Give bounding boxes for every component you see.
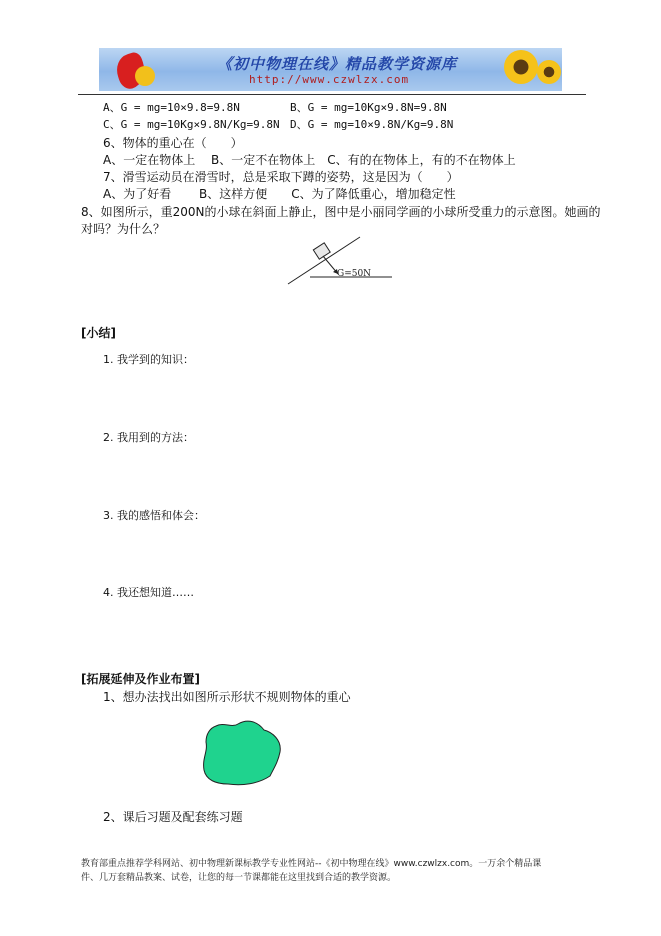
ball-block	[313, 243, 330, 259]
incline-figure	[280, 232, 405, 292]
q5-option-c: C、G = mg=10Kg×9.8N/Kg=9.8N	[103, 118, 280, 131]
sunflower-icon	[537, 60, 561, 84]
sunflower-icon	[504, 50, 538, 84]
summary-heading: [小结]	[81, 326, 116, 340]
q8-stem-line1: 8、如图所示，重200N的小球在斜面上静止，图中是小丽同学画的小球所受重力的示意图。她画的	[81, 205, 601, 219]
extension-heading: [拓展延伸及作业布置]	[81, 672, 200, 686]
footer-line-2: 件、几万套精品教案、试卷，让您的每一节课都能在这里找到合适的教学资源。	[81, 873, 397, 883]
q8-stem-line2: 对吗？为什么？	[81, 222, 166, 236]
irregular-shape-figure	[198, 718, 288, 788]
q6-stem: 6、物体的重心在（ ）	[103, 136, 243, 150]
footer-line-1: 教育部重点推荐学科网站、初中物理新课标教学专业性网站--《初中物理在线》www.czwlzx.com。一万余个精品课	[81, 859, 542, 869]
banner-url[interactable]: http://www.czwlzx.com	[249, 73, 410, 86]
gravity-label: G=50N	[337, 269, 372, 279]
header-rule	[78, 94, 586, 95]
summary-item-methods: 2. 我用到的方法：	[103, 431, 194, 444]
header-banner	[99, 48, 562, 91]
banner-title: 《初中物理在线》精品教学资源库	[217, 55, 458, 73]
q7-stem: 7、滑雪运动员在滑雪时，总是采取下蹲的姿势，这是因为（ ）	[103, 170, 459, 184]
q5-option-a: A、G = mg=10×9.8=9.8N	[103, 101, 240, 114]
logo-accent-icon	[135, 66, 155, 86]
summary-item-knowledge: 1. 我学到的知识：	[103, 353, 194, 366]
q7-options: A、为了好看 B、这样方便 C、为了降低重心，增加稳定性	[103, 187, 456, 201]
irregular-shape	[204, 721, 281, 785]
extension-item-1: 1、想办法找出如图所示形状不规则物体的重心	[103, 690, 351, 704]
q5-option-b: B、G = mg=10Kg×9.8N=9.8N	[290, 101, 447, 114]
q6-options: A、一定在物体上 B、一定不在物体上 C、有的在物体上，有的不在物体上	[103, 153, 516, 167]
q5-option-d: D、G = mg=10×9.8N/Kg=9.8N	[290, 118, 454, 131]
summary-item-questions: 4. 我还想知道……	[103, 586, 194, 599]
summary-item-reflections: 3. 我的感悟和体会：	[103, 509, 205, 522]
extension-item-2: 2、课后习题及配套练习题	[103, 810, 243, 824]
